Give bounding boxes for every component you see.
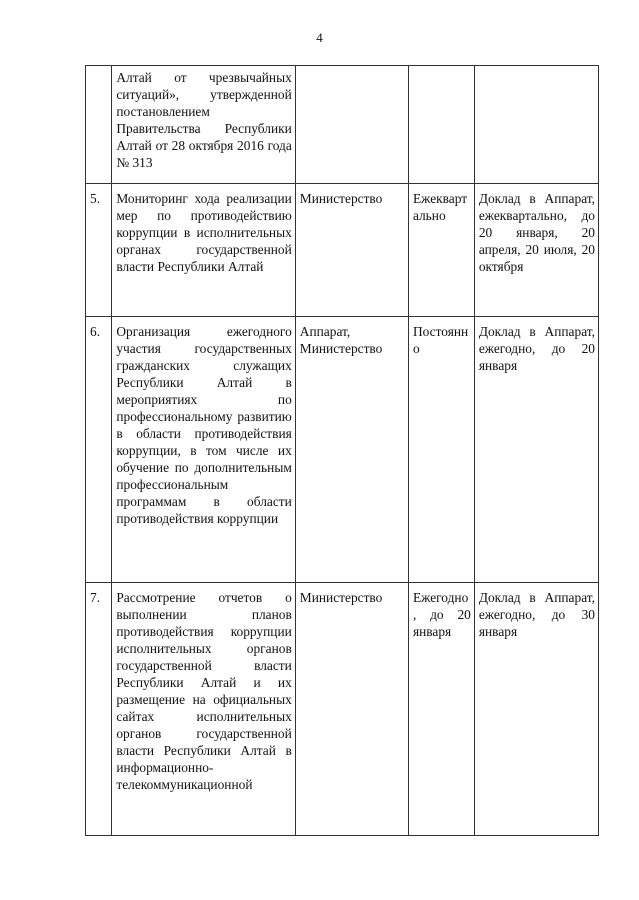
term-cell: Ежекварт ально: [408, 184, 474, 317]
row-number: 6.: [86, 317, 112, 583]
executor-cell: Министерство: [295, 583, 408, 836]
row-number: 5.: [86, 184, 112, 317]
measure-cell: Алтай от чрезвычайных ситуаций», утвержденной постановлением Правительства Республики Алтай от 28 октября 2016 года № 313: [112, 66, 295, 184]
row-number: [86, 66, 112, 184]
executor-cell: [295, 66, 408, 184]
term-cell: [408, 66, 474, 184]
measure-cell: Мониторинг хода реализации мер по противодействию коррупции в исполнительных органах государственной власти Республики Алтай: [112, 184, 295, 317]
row-number: 7.: [86, 583, 112, 836]
result-cell: Доклад в Аппарат, ежегодно, до 30 января: [474, 583, 598, 836]
term-cell: Постоянн о: [408, 317, 474, 583]
term-cell: Ежегодно , до 20 января: [408, 583, 474, 836]
executor-cell: Министерство: [295, 184, 408, 317]
measure-cell: Рассмотрение отчетов о выполнении планов противодействия коррупции исполнительных органов государственной власти Республики Алтай и их размещение на официальных сайтах исполнительных органов государственной власти Республики Алтай в информационно-телекоммуникационной: [112, 583, 295, 836]
result-cell: Доклад в Аппарат, ежеквартально, до 20 января, 20 апреля, 20 июля, 20 октября: [474, 184, 598, 317]
plan-table: [85, 65, 599, 836]
table-row: [86, 317, 599, 583]
executor-cell: Аппарат, Министерство: [295, 317, 408, 583]
result-cell: Доклад в Аппарат, ежегодно, до 20 января: [474, 317, 598, 583]
table-row: [86, 184, 599, 317]
page-number: 4: [316, 30, 323, 45]
measure-cell: Организация ежегодного участия государственных гражданских служащих Республики Алтай в мероприятиях по профессиональному развитию в области противодействия коррупции, в том числе их обучение по дополнительным профессиональным программам в области противодействия коррупции: [112, 317, 295, 583]
table-row: [86, 66, 599, 184]
result-cell: [474, 66, 598, 184]
table-row: [86, 583, 599, 836]
